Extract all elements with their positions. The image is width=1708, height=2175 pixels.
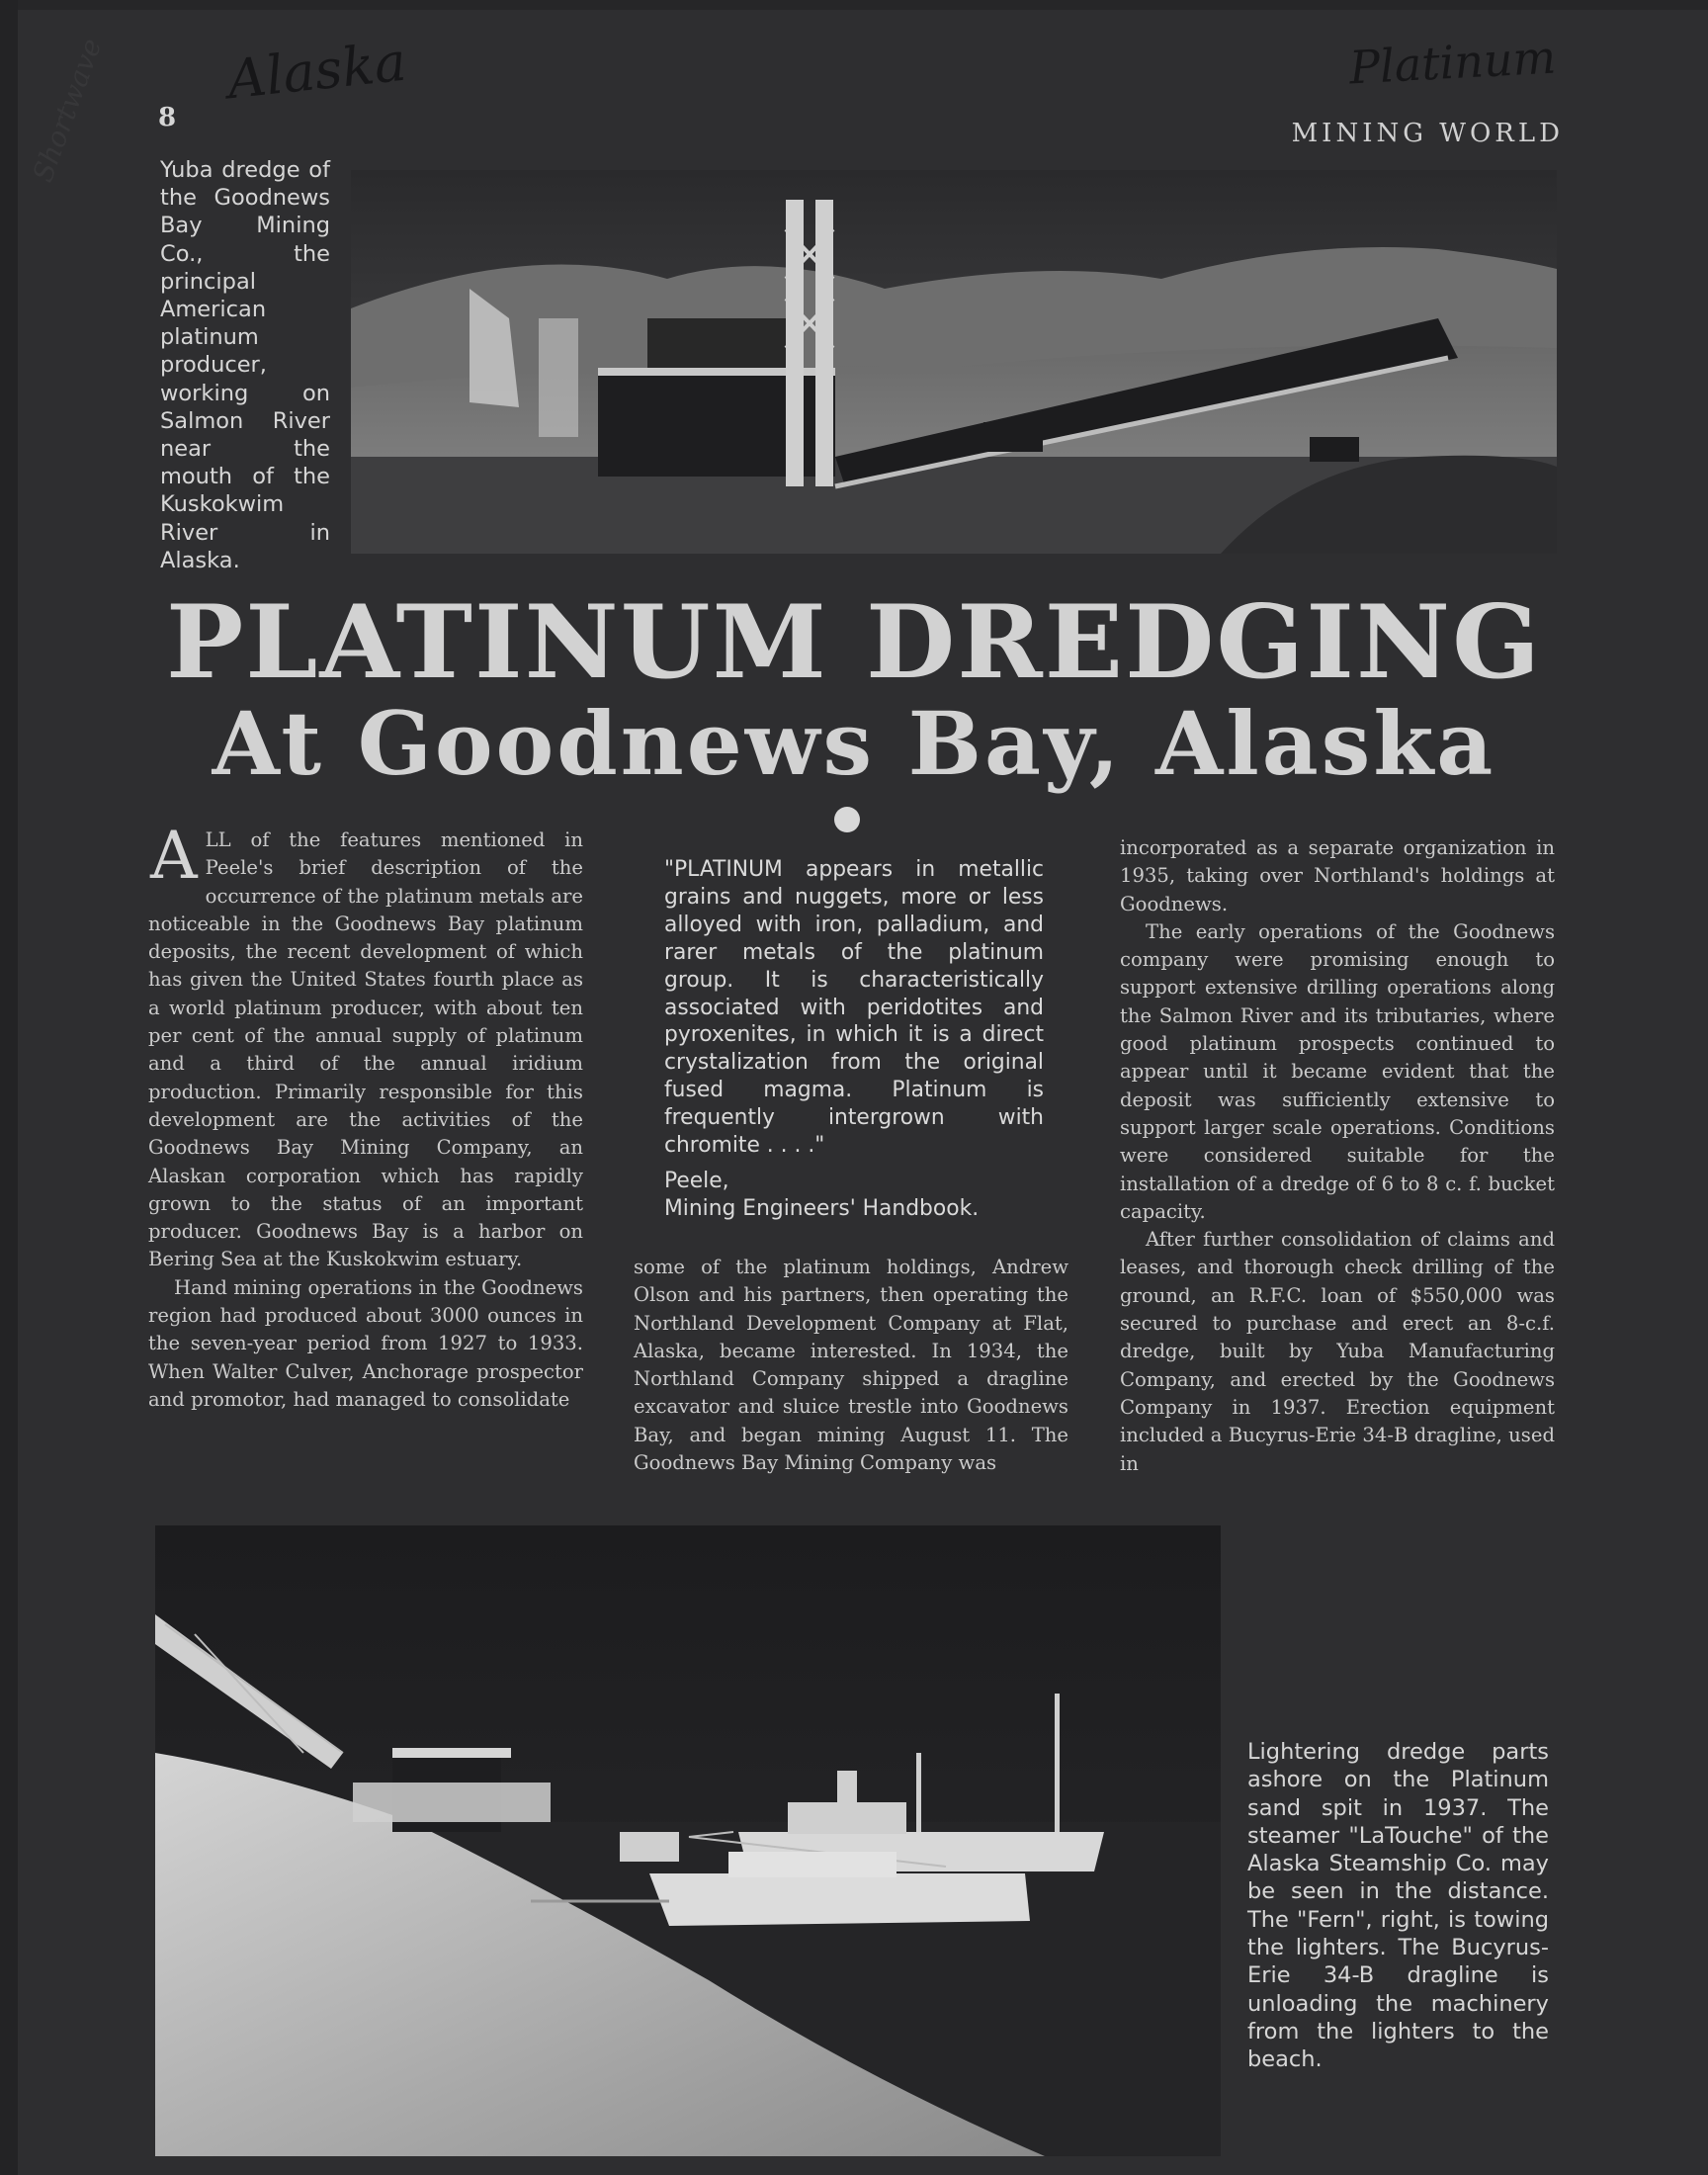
article-column-right xyxy=(1120,834,1555,1478)
lightering-photo xyxy=(155,1525,1221,2156)
page-number: 8 xyxy=(158,103,177,132)
article-column-left xyxy=(148,818,583,1414)
handwritten-note-alaska: Alaska xyxy=(224,30,409,112)
headline-line2: At Goodnews Bay, Alaska xyxy=(212,692,1496,795)
bottom-photo-caption: Lightering dredge parts ashore on the Platinum sand spit in 1937. The steamer "LaTouche" of the Alaska Steamship Co. may be seen in the distance. The "Fern", right, is towing the lighters. The Bucyrus-Erie 34-B dragline is unloading the machinery from the lighters to the beach. xyxy=(1247,1739,1549,2073)
lightering-photo-illustration xyxy=(155,1525,1221,2156)
article-paragraph: some of the platinum holdings, Andrew Olson and his partners, then operating the Northland Development Company at Flat, Alaska, became interested. In 1934, the Northland Company shipped a dragline excavator and sluice trestle into Goodnews Bay, and began mining August 11. The Goodnews Bay Mining Company was xyxy=(634,1256,1068,1475)
article-paragraph xyxy=(148,818,583,1274)
scan-border-left xyxy=(0,0,18,2175)
publication-running-head: MINING WORLD xyxy=(1291,119,1564,148)
pull-quote-attribution xyxy=(664,1168,1044,1223)
headline-line1: PLATINUM DREDGING xyxy=(165,583,1543,702)
pull-quote-text: "PLATINUM appears in metallic grains and nuggets, more or less alloyed with iron, palladium, and rarer metals of the platinum group. It is characteristically associated with peridotites and pyroxenites, in which it is a direct crystalization from the original fused magma. Platinum is frequently intergrown with chromite . . . ." xyxy=(664,857,1044,1159)
article-paragraph-text: LL of the features mentioned in Peele's brief description of the occurrence of the platinum metals are noticeable in the Goodnews Bay platinum deposits, the recent development of which has given the United States fourth place as a world platinum producer, with about ten per cent of the annual supply of platinum and a third of the annual iridium production. Primarily responsible for this development are the activities of the Goodnews Bay Mining Company, an Alaskan corporation which has rapidly grown to the status of an important producer. Goodnews Bay is a harbor on Bering Sea at the Kuskokwim estuary. xyxy=(148,828,583,1271)
headline-bullet xyxy=(834,807,860,832)
handwritten-margin-note: Shortwave xyxy=(26,34,109,187)
pull-quote-author: Peele, xyxy=(664,1168,729,1193)
pull-quote-source: Mining Engineers' Handbook. xyxy=(664,1195,980,1221)
article-paragraph: The early operations of the Goodnews company were promising enough to support extensive drilling operations along the Salmon River and its tributaries, where good platinum prospects continued to appear until it became evident that the deposit was sufficiently extensive to support larger scale operations. Conditions were considered suitable for the installation of a dredge of 6 to 8 c. f. bucket capacity. xyxy=(1120,919,1555,1223)
dredge-photo xyxy=(351,170,1557,554)
article-paragraph: Hand mining operations in the Goodnews region had produced about 3000 ounces in the seven-year period from 1927 to 1933. When Walter Culver, Anchorage prospector and promotor, had managed to consolidate xyxy=(148,1275,583,1411)
pull-quote xyxy=(664,856,1044,1223)
article-column-middle xyxy=(634,1254,1068,1477)
top-photo-caption: Yuba dredge of the Goodnews Bay Mining Co., the principal American platinum producer, working on Salmon River near the mouth of the Kuskokwim River in Alaska. xyxy=(160,157,330,573)
article-paragraph: incorporated as a separate organization in 1935, taking over Northland's holdings at Goodnews. xyxy=(1120,836,1555,915)
scan-border-top xyxy=(0,0,1708,10)
dredge-photo-illustration xyxy=(351,170,1557,554)
article-paragraph: After further consolidation of claims and leases, and thorough check drilling of the ground, an R.F.C. loan of $550,000 was secured to purchase and erect an 8-c.f. dredge, built by Yuba Manufacturing Company, and erected by the Goodnews Company in 1937. Erection equipment included a Bucyrus-Erie 34-B dragline, used in xyxy=(1120,1228,1555,1475)
drop-cap: A xyxy=(150,818,198,894)
handwritten-note-platinum: Platinum xyxy=(1347,30,1558,95)
